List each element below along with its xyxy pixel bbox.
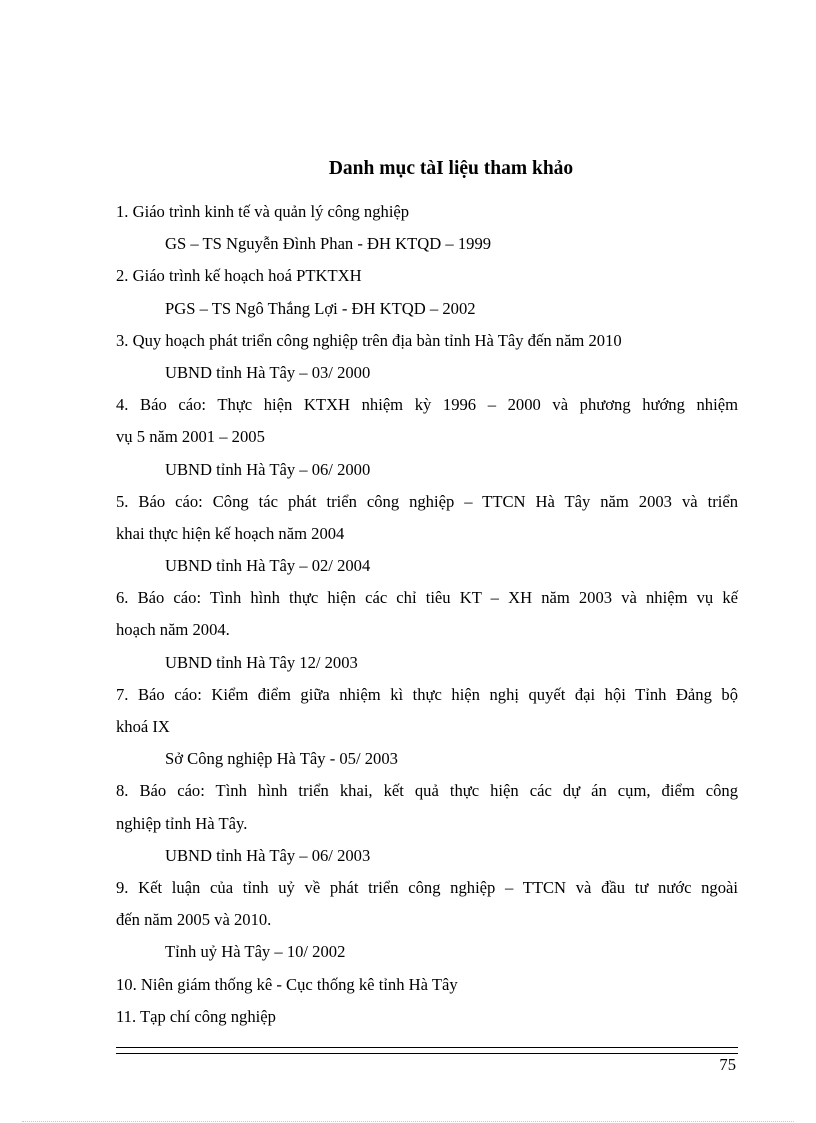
page-title: Danh mục tàI liệu tham khảo [328,158,574,179]
reference-source: UBND tỉnh Hà Tây – 06/ 2003 [165,845,371,865]
reference-entry-continuation: khai thực hiện kế hoạch năm 2004 [116,523,345,543]
reference-source: UBND tỉnh Hà Tây – 06/ 2000 [165,459,371,479]
reference-entry-continuation: khoá IX [116,717,170,736]
reference-entry: 8. Báo cáo: Tình hình triển khai, kết quả thực hiện các dự án cụm, điểm công [116,781,738,801]
reference-entry: 4. Báo cáo: Thực hiện KTXH nhiệm kỳ 1996 – 2000 và phương hướng nhiệm [116,395,738,415]
reference-entry: 9. Kết luận của tỉnh uỷ về phát triển công nghiệp – TTCN và đầu tư nước ngoài [116,877,738,897]
reference-list [116,196,738,1033]
reference-source: GS – TS Nguyễn Đình Phan - ĐH KTQD – 1999 [165,234,492,254]
reference-entry: 6. Báo cáo: Tình hình thực hiện các chỉ tiêu KT – XH năm 2003 và nhiệm vụ kế [116,588,738,608]
reference-entry-continuation: nghiệp tỉnh Hà Tây. [116,813,248,833]
reference-entry: 7. Báo cáo: Kiểm điểm giữa nhiệm kì thực hiện nghị quyết đại hội Tỉnh Đảng bộ [116,684,738,704]
reference-entry: 1. Giáo trình kinh tế và quản lý công nghiệp [116,202,410,221]
page-number: 75 [719,1055,736,1074]
reference-entry: 2. Giáo trình kế hoạch hoá PTKTXH [116,266,362,286]
reference-entry: 11. Tạp chí công nghiệp [116,1006,276,1026]
page-edge-divider [22,1121,794,1122]
reference-source: Sở Công nghiệp Hà Tây - 05/ 2003 [165,749,398,769]
reference-source: UBND tỉnh Hà Tây 12/ 2003 [165,652,358,672]
reference-entry-continuation: vụ 5 năm 2001 – 2005 [116,427,265,447]
reference-entry: 3. Quy hoạch phát triển công nghiệp trên địa bàn tỉnh Hà Tây đến năm 2010 [116,330,622,350]
reference-source: UBND tỉnh Hà Tây – 02/ 2004 [165,556,371,576]
reference-source: PGS – TS Ngô Thắng Lợi - ĐH KTQD – 2002 [165,298,476,318]
footer-double-rule [116,1047,738,1054]
reference-entry: 5. Báo cáo: Công tác phát triển công nghiệp – TTCN Hà Tây năm 2003 và triển [116,491,738,511]
reference-source: UBND tỉnh Hà Tây – 03/ 2000 [165,362,371,382]
reference-source: Tỉnh uỷ Hà Tây – 10/ 2002 [165,942,346,962]
reference-entry: 10. Niên giám thống kê - Cục thống kê tỉnh Hà Tây [116,974,458,994]
reference-entry-continuation: hoạch năm 2004. [116,620,230,640]
reference-entry-continuation: đến năm 2005 và 2010. [116,910,272,930]
